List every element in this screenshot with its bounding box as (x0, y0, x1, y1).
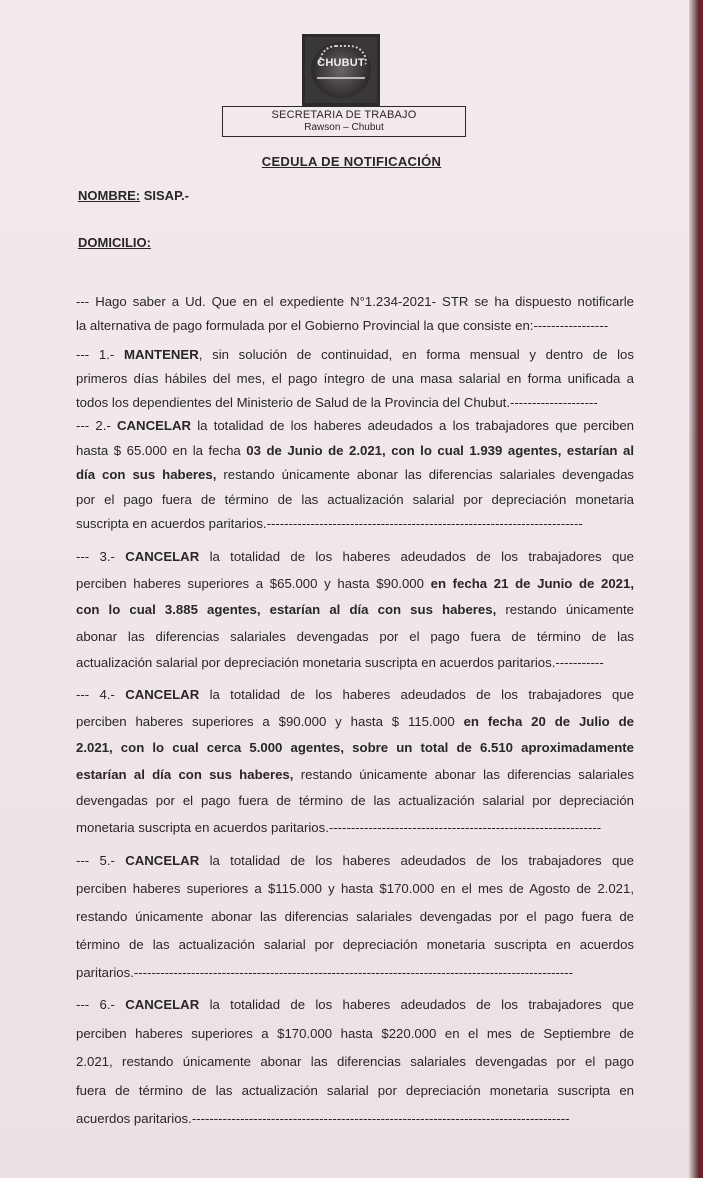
bold-segment: CANCELAR (117, 418, 191, 433)
text-line (76, 735, 634, 762)
text-segment: actualización salarial por depreciación monetaria suscripta en acuerdos paritarios.----------- (76, 655, 604, 670)
chubut-seal-logo (302, 34, 380, 106)
bold-segment: 2.021, con lo cual cerca 5.000 agentes, sobre un total de 6.510 aproximadamente (76, 740, 634, 755)
text-segment: la alternativa de pago formulada por el Gobierno Provincial la que consiste en:----------------- (76, 317, 609, 333)
text-segment: la totalidad de los haberes adeudados de los trabajadores que (199, 687, 634, 702)
text-segment: todos los dependientes del Ministerio de Salud de la Provincia del Chubut.-------------------- (76, 395, 598, 410)
bold-segment: CANCELAR (125, 997, 200, 1012)
text-line (76, 1077, 634, 1106)
text-segment: perciben haberes superiores a $115.000 y hasta $170.000 en el mes de Agosto de 2.021, (76, 881, 634, 896)
text-line (76, 597, 634, 624)
text-line (76, 544, 634, 571)
text-segment: la totalidad de los haberes adeudados a los trabajadores que perciben (191, 418, 634, 433)
text-line (76, 815, 634, 842)
domicilio-label: DOMICILIO: (78, 235, 151, 250)
bold-segment: en fecha 20 de Julio de (463, 713, 634, 729)
bold-segment: CANCELAR (125, 687, 200, 702)
text-line (76, 391, 634, 415)
text-segment: restando únicamente (496, 602, 634, 617)
bold-segment: MANTENER (124, 347, 199, 362)
text-line (76, 991, 634, 1020)
office-box (222, 106, 466, 137)
bold-segment: con lo cual 3.885 agentes, estarían al día con sus haberes, (76, 602, 497, 617)
text-segment: la totalidad de los haberes adeudados de los trabajadores que (199, 549, 634, 564)
domicilio-field (78, 235, 151, 250)
text-segment: --- 5.- (76, 853, 126, 868)
nombre-value: SISAP.- (140, 188, 189, 203)
paragraph-item-6 (76, 991, 634, 1134)
text-segment: --- 4.- (76, 687, 126, 702)
text-line (76, 875, 634, 903)
text-segment: por el pago fuera de término de las actualización salarial por depreciación monetaria (76, 491, 634, 507)
text-segment: restando únicamente abonar las diferencias salariales (293, 766, 634, 782)
text-line (76, 762, 634, 789)
text-segment: paritarios.---------------------------------------------------------------------------------------------------- (76, 965, 574, 980)
text-line (76, 512, 634, 537)
paragraph-item-4 (76, 682, 634, 841)
text-line (76, 1048, 634, 1077)
text-segment: perciben haberes superiores a $170.000 hasta $220.000 en el mes de Septiembre de (76, 1025, 634, 1041)
text-line (76, 788, 634, 815)
bold-segment: estarían al día con sus haberes, (76, 766, 294, 782)
text-segment: 2.021, restando únicamente abonar las diferencias salariales devengadas por el pago (76, 1054, 634, 1069)
text-line (76, 343, 634, 367)
text-segment: la totalidad de los haberes adeudados de los trabajadores que (199, 853, 634, 868)
bold-segment: 03 de Junio de 2.021, con lo cual 1.939 agentes, estarían al (246, 442, 635, 458)
bold-segment: CANCELAR (125, 549, 200, 564)
text-line (76, 709, 634, 736)
text-line (76, 847, 634, 875)
text-segment: la totalidad de los haberes adeudados de los trabajadores que (199, 997, 634, 1012)
text-line (76, 650, 634, 677)
text-line (76, 290, 634, 314)
seal-word: CHUBUT (317, 57, 365, 69)
text-line (76, 439, 634, 464)
text-segment: --- 6.- (76, 997, 126, 1012)
text-segment: monetaria suscripta en acuerdos paritarios.-------------------------------------------------------------- (76, 819, 602, 835)
text-line (76, 682, 634, 709)
text-segment: restando únicamente abonar las diferencias salariales devengadas (216, 467, 634, 482)
text-segment: perciben haberes superiores a $65.000 y hasta $90.000 (76, 575, 431, 591)
text-segment: --- 3.- (76, 549, 126, 564)
text-line (76, 1020, 634, 1049)
text-line (76, 463, 634, 488)
text-line (76, 624, 634, 651)
text-line (76, 931, 634, 959)
bold-segment: CANCELAR (125, 853, 200, 868)
text-line (76, 488, 634, 513)
paragraph-item-3 (76, 544, 634, 677)
text-segment: suscripta en acuerdos paritarios.------------------------------------------------------------------------ (76, 516, 583, 531)
text-line (76, 314, 634, 338)
text-segment: --- 1.- (76, 347, 124, 362)
office-location: Rawson – Chubut (304, 122, 384, 133)
office-name: SECRETARIA DE TRABAJO (271, 109, 417, 121)
text-segment: término de las actualización salarial por depreciación monetaria suscripta en acuerdos (76, 937, 634, 952)
text-segment: restando únicamente abonar las diferencias salariales devengadas por el pago fuera de (76, 909, 634, 924)
text-segment: devengadas por el pago fuera de término de las actualización salarial por depreciación (76, 793, 634, 808)
text-segment: , sin solución de continuidad, en forma mensual y dentro de los (198, 347, 634, 362)
page-edge (689, 0, 703, 1178)
bold-segment: día con sus haberes, (76, 467, 217, 482)
text-segment: fuera de término de las actualización salarial por depreciación monetaria suscripta en (76, 1082, 634, 1098)
text-segment: primeros días hábiles del mes, el pago íntegro de una masa salarial en forma unificada a (76, 371, 634, 386)
paragraph-item-1 (76, 343, 634, 415)
text-segment: acuerdos paritarios.-------------------------------------------------------------------------------------- (76, 1111, 570, 1126)
text-line (76, 571, 634, 598)
text-segment: --- Hago saber a Ud. Que en el expediente N°1.234-2021- STR se ha dispuesto notificarle (76, 294, 634, 309)
bold-segment: en fecha 21 de Junio de 2021, (430, 575, 635, 591)
paragraph-item-2 (76, 414, 634, 537)
text-segment: hasta $ 65.000 en la fecha (76, 442, 247, 458)
text-line (76, 1105, 634, 1134)
text-line (76, 414, 634, 439)
document-title: CEDULA DE NOTIFICACIÓN (261, 154, 442, 169)
text-segment: --- 2.- (76, 418, 117, 433)
text-segment: perciben haberes superiores a $90.000 y hasta $ 115.000 (76, 713, 464, 729)
paragraph-intro (76, 290, 634, 337)
text-line (76, 367, 634, 391)
text-line (76, 959, 634, 987)
text-line (76, 903, 634, 931)
paragraph-item-5 (76, 847, 634, 987)
text-segment: abonar las diferencias salariales devengadas por el pago fuera de término de las (76, 628, 634, 644)
nombre-field (78, 188, 189, 203)
nombre-label: NOMBRE: (78, 188, 141, 203)
